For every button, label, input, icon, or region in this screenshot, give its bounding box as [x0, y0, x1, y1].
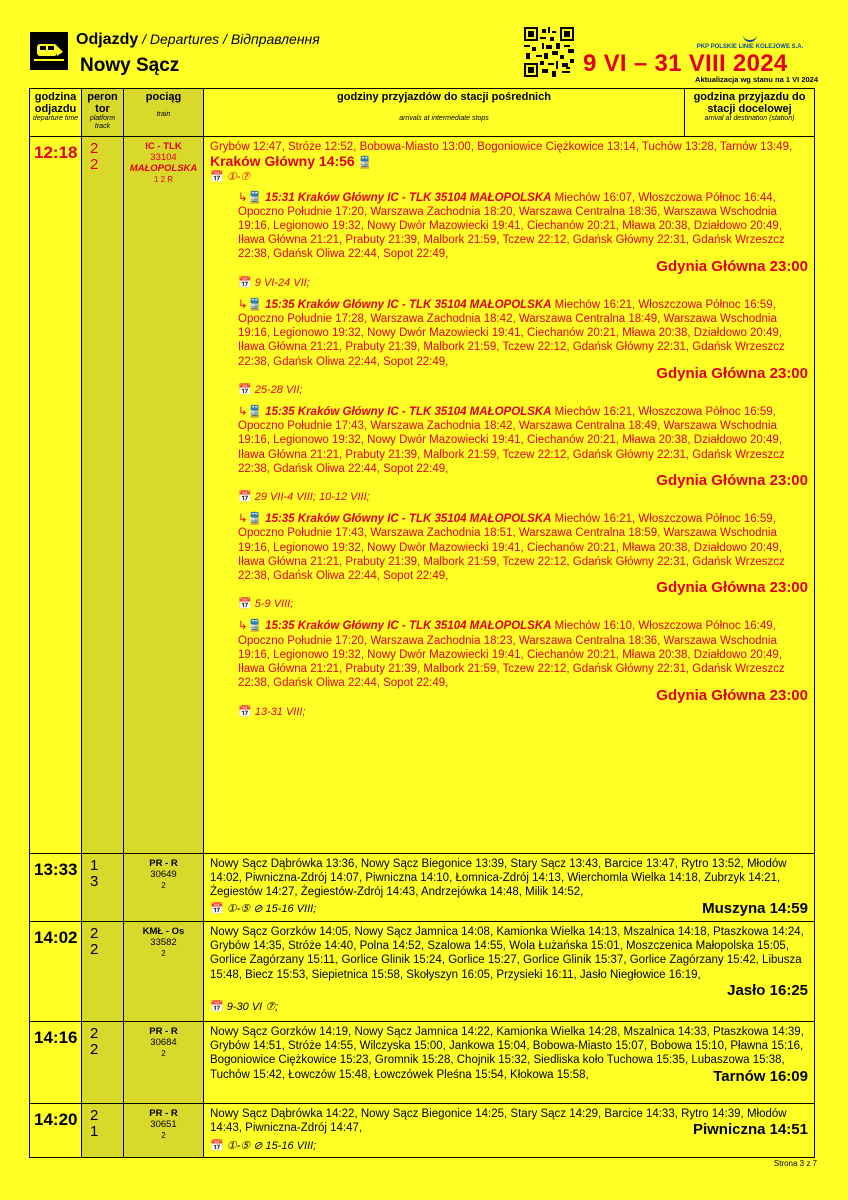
platform-track: 2 2	[82, 922, 124, 1022]
stops-cell: Nowy Sącz Dąbrówka 14:22, Nowy Sącz Biegonice 14:25, Stary Sącz 14:29, Barcice 14:33, Rytro 14:39, Młodów 14:43, Piwniczna-Zdrój 14:47, Piwniczna 14:51 📅 ①-⑤ ⊘ 15-16 VIII;	[204, 1104, 815, 1158]
stops-cell: Nowy Sącz Gorzków 14:19, Nowy Sącz Jamnica 14:22, Kamionka Wielka 14:28, Mszalnica 14:33, Ptaszkowa 14:39, Grybów 14:51, Stróże 14:55, Wilczyska 15:00, Jankowa 15:04, Bobowa-Miasto 15:07, Bobowa 15:10, Pławna 15:16, Bogoniowice Ciężkowice 15:23, Gromnik 15:28, Chojnik 15:32, Siedliska koło Tuchowa 15:35, Lubaszowa 15:38, Tuchów 15:42, Łowczów 15:48, Łowczówek Pleśna 15:54, Kłokowa 15:58, Tarnów 16:09	[204, 1022, 815, 1104]
train-logo-icon	[30, 32, 68, 70]
connection-icon: ↳🚆	[238, 298, 262, 311]
calendar: 📅 9-30 VI ⑦;	[210, 1000, 279, 1013]
calendar-icon: 📅	[238, 705, 252, 718]
platform-track: 2 2	[82, 1022, 124, 1104]
continuation: ↳🚆 15:31 Kraków Główny IC - TLK 35104 MAŁOPOLSKA Miechów 16:07, Włoszczowa Północ 16:44, Opoczno Południe 17:20, Warszawa Zachodnia 18:20, Warszawa Centralna 18:36, Warszawa Wschodnia 19:16, Legionowo 19:32, Nowy Dwór Mazowiecki 19:41, Ciechanów 20:21, Mława 20:38, Działdowo 20:49, Iława Główna 21:21, Prabuty 21:39, Malbork 21:59, Tczew 22:12, Gdańsk Główny 22:31, Gdańsk Wrzeszcz 22:38, Gdańsk Oliwa 22:44, Sopot 22:49, Gdynia Główna 23:00 📅 9 VI-24 VII;	[238, 191, 808, 289]
stops-cell: Nowy Sącz Gorzków 14:05, Nowy Sącz Jamnica 14:08, Kamionka Wielka 14:13, Mszalnica 14:18, Ptaszkowa 14:24, Grybów 14:35, Stróże 14:40, Polna 14:52, Szalowa 14:55, Wola Łużańska 15:01, Moszczenica Małopolska 15:05, Gorlice Zagórzany 15:11, Gorlice Glinik 15:24, Gorlice 15:27, Gorlice Glinik 15:37, Gorlice Zagórzany 15:42, Libusza 15:48, Biecz 15:53, Siepietnica 15:58, Skołyszyn 16:05, Przysieki 16:11, Jasło Niegłowice 16:19, Jasło 16:25 📅 9-30 VI ⑦;	[204, 922, 815, 1022]
validity-period: 9 VI – 31 VIII 2024	[583, 50, 788, 77]
departure-time: 14:16	[30, 1022, 82, 1104]
table-row	[30, 1104, 815, 1158]
update-note: Aktualizacja wg stanu na 1 VI 2024	[695, 75, 818, 84]
table-row	[30, 854, 815, 922]
col-platform: peron tor platform track	[82, 89, 124, 137]
train-info: PR - R 30651 2	[124, 1104, 204, 1158]
continuation: ↳🚆 15:35 Kraków Główny IC - TLK 35104 MAŁOPOLSKA Miechów 16:21, Włoszczowa Północ 16:59, Opoczno Południe 17:28, Warszawa Zachodnia 18:42, Warszawa Centralna 18:49, Warszawa Wschodnia 19:16, Legionowo 19:32, Nowy Dwór Mazowiecki 19:41, Ciechanów 20:21, Mława 20:38, Działdowo 20:49, Iława Główna 21:21, Prabuty 21:39, Malbork 21:59, Tczew 22:12, Gdańsk Główny 22:31, Gdańsk Wrzeszcz 22:38, Gdańsk Oliwa 22:44, Sopot 22:49, Gdynia Główna 23:00 📅 25-28 VII;	[238, 298, 808, 396]
train-info: IC - TLK 33104 MAŁOPOLSKA 1 2 R	[124, 137, 204, 854]
calendar: 📅 ①-⑤ ⊘ 15-16 VIII;	[210, 1140, 317, 1153]
continuation: ↳🚆 15:35 Kraków Główny IC - TLK 35104 MAŁOPOLSKA Miechów 16:21, Włoszczowa Północ 16:59, Opoczno Południe 17:43, Warszawa Zachodnia 18:51, Warszawa Centralna 18:59, Warszawa Wschodnia 19:16, Legionowo 19:32, Nowy Dwór Mazowiecki 19:41, Ciechanów 20:21, Mława 20:38, Działdowo 20:49, Iława Główna 21:21, Prabuty 21:39, Malbork 21:59, Tczew 22:12, Gdańsk Główny 22:31, Gdańsk Wrzeszcz 22:38, Gdańsk Oliwa 22:44, Sopot 22:49, Gdynia Główna 23:00 📅 5-9 VIII;	[238, 513, 808, 611]
train-info: PR - R 30649 2	[124, 854, 204, 922]
col-departure: godzina odjazdu departure time	[30, 89, 82, 137]
qr-code-icon	[524, 27, 574, 77]
calendar-icon: 📅	[238, 276, 252, 289]
platform-track: 2 2	[82, 137, 124, 854]
pkp-logo-icon	[743, 32, 757, 42]
page-title: Odjazdy / Departures / Відправлення	[76, 31, 320, 48]
stops-cell: Nowy Sącz Dąbrówka 13:36, Nowy Sącz Biegonice 13:39, Stary Sącz 13:43, Barcice 13:47, Rytro 13:52, Młodów 14:02, Piwniczna-Zdrój 14:07, Piwniczna 14:10, Łomnica-Zdrój 14:13, Wierchomla Wielka 14:18, Zubrzyk 14:21, Żegiestów 14:27, Żegiestów-Zdrój 14:43, Andrzejówka 14:48, Milik 14:52, 📅 ①-⑤ ⊘ 15-16 VIII; Muszyna 14:59	[204, 854, 815, 922]
departure-time: 13:33	[30, 854, 82, 922]
stops-cell: Grybów 12:47, Stróże 12:52, Bobowa-Miasto 13:00, Bogoniowice Ciężkowice 13:14, Tuchów 13:28, Tarnów 13:49, Kraków Główny 14:56 🚆 📅 ①-⑦ ↳🚆 15:31 Kraków Główny IC - TLK 35104 MAŁOPOLSKA Miechów 16:07, Włoszczowa Północ 16:44, Opoczno Południe 17:20, Warszawa Zachodnia 18:20, Warszawa Centralna 18:36, Warszawa Wschodnia 19:16, Legionowo 19:32, Nowy Dwór Mazowiecki 19:41, Ciechanów 20:21, Mława 20:38, Działdowo 20:49, Iława Główna 21:21, Prabuty 21:39, Malbork 21:59, Tczew 22:12, Gdańsk Główny 22:31, Gdańsk Wrzeszcz 22:38, Gdańsk Oliwa 22:44, Sopot 22:49, Gdynia Główna 23:00 📅 9 VI-24 VII; ↳🚆 15:35 Kraków Główny IC - TLK 35104 MAŁOPOLSKA Miechów 16:21, Włoszczowa Północ 16:59, Opoczno Południe 17:28, Warszawa Zachodnia 18:42, Warszawa Centralna 18:49, Warszawa Wschodnia 19:16, Legionowo 19:32, Nowy Dwór Mazowiecki 19:41, Ciechanów 20:21, Mława 20:38, Działdowo 20:49, Iława Główna 21:21, Prabuty 21:39, Malbork 21:59, Tczew 22:12, Gdańsk Główny 22:31, Gdańsk Wrzeszcz 22:38, Gdańsk Oliwa 22:44, Sopot 22:49, Gdynia Główna 23:00 📅 25-28 VII; ↳🚆 15:35 Kraków Główny IC - TLK 35104 MAŁOPOLSKA Miechów 16:21, Włoszczowa Północ 16:59, Opoczno Południe 17:43, Warszawa Zachodnia 18:42, Warszawa Centralna 18:49, Warszawa Wschodnia 19:16, Legionowo 19:32, Nowy Dwór Mazowiecki 19:41, Ciechanów 20:21, Mława 20:38, Działdowo 20:49, Iława Główna 21:21, Prabuty 21:39, Malbork 21:59, Tczew 22:12, Gdańsk Główny 22:31, Gdańsk Wrzeszcz 22:38, Gdańsk Oliwa 22:44, Sopot 22:49, Gdynia Główna 23:00 📅 29 VII-4 VIII; 10-12 VIII; ↳🚆 15:35 Kraków Główny IC - TLK 35104 MAŁOPOLSKA Miechów 16:21, Włoszczowa Północ 16:59, Opoczno Południe 17:43, Warszawa Zachodnia 18:51, Warszawa Centralna 18:59, Warszawa Wschodnia 19:16, Legionowo 19:32, Nowy Dwór Mazowiecki 19:41, Ciechanów 20:21, Mława 20:38, Działdowo 20:49, Iława Główna 21:21, Prabuty 21:39, Malbork 21:59, Tczew 22:12, Gdańsk Główny 22:31, Gdańsk Wrzeszcz 22:38, Gdańsk Oliwa 22:44, Sopot 22:49, Gdynia Główna 23:00 📅 5-9 VIII; ↳🚆 15:35 Kraków Główny IC - TLK 35104 MAŁOPOLSKA Miechów 16:10, Włoszczowa Północ 16:49, Opoczno Południe 17:20, Warszawa Zachodnia 18:23, Warszawa Centralna 18:36, Warszawa Wschodnia 19:16, Legionowo 19:32, Nowy Dwór Mazowiecki 19:41, Ciechanów 20:21, Mława 20:38, Działdowo 20:49, Iława Główna 21:21, Prabuty 21:39, Malbork 21:59, Tczew 22:12, Gdańsk Główny 22:31, Gdańsk Wrzeszcz 22:38, Gdańsk Oliwa 22:44, Sopot 22:49, Gdynia Główna 23:00 📅 13-31 VIII;	[204, 137, 815, 854]
calendar-icon: 📅	[238, 598, 252, 611]
platform-track: 2 1	[82, 1104, 124, 1158]
table-row	[30, 922, 815, 1022]
station-name: Nowy Sącz	[80, 55, 180, 76]
calendar-icon: 📅	[238, 383, 252, 396]
departure-time: 14:02	[30, 922, 82, 1022]
operator-logo: PKP POLSKIE LINIE KOLEJOWE S.A.	[680, 32, 820, 50]
calendar: 📅 ①-⑦	[210, 171, 251, 184]
train-info: KMŁ - Os 33582 2	[124, 922, 204, 1022]
train-info: PR - R 30684 2	[124, 1022, 204, 1104]
table-row	[30, 137, 815, 854]
calendar-icon: 📅	[210, 171, 224, 184]
connection-icon: ↳🚆	[238, 191, 262, 204]
col-stops: godziny przyjazdów do stacji pośrednich arrivals at intermediate stops	[204, 89, 685, 137]
continuation: ↳🚆 15:35 Kraków Główny IC - TLK 35104 MAŁOPOLSKA Miechów 16:21, Włoszczowa Północ 16:59, Opoczno Południe 17:43, Warszawa Zachodnia 18:42, Warszawa Centralna 18:49, Warszawa Wschodnia 19:16, Legionowo 19:32, Nowy Dwór Mazowiecki 19:41, Ciechanów 20:21, Mława 20:38, Działdowo 20:49, Iława Główna 21:21, Prabuty 21:39, Malbork 21:59, Tczew 22:12, Gdańsk Główny 22:31, Gdańsk Wrzeszcz 22:38, Gdańsk Oliwa 22:44, Sopot 22:49, Gdynia Główna 23:00 📅 29 VII-4 VIII; 10-12 VIII;	[238, 406, 808, 504]
table-row	[30, 1022, 815, 1104]
calendar-icon: 📅	[210, 1140, 224, 1153]
col-destination: godzina przyjazdu do stacji docelowej arrival at destination (station)	[685, 89, 815, 137]
calendar-icon: 📅	[238, 491, 252, 504]
platform-track: 1 3	[82, 854, 124, 922]
departures-table	[29, 88, 815, 1158]
continuation: ↳🚆 15:35 Kraków Główny IC - TLK 35104 MAŁOPOLSKA Miechów 16:10, Włoszczowa Północ 16:49, Opoczno Południe 17:20, Warszawa Zachodnia 18:23, Warszawa Centralna 18:36, Warszawa Wschodnia 19:16, Legionowo 19:32, Nowy Dwór Mazowiecki 19:41, Ciechanów 20:21, Mława 20:38, Działdowo 20:49, Iława Główna 21:21, Prabuty 21:39, Malbork 21:59, Tczew 22:12, Gdańsk Główny 22:31, Gdańsk Wrzeszcz 22:38, Gdańsk Oliwa 22:44, Sopot 22:49, Gdynia Główna 23:00 📅 13-31 VIII;	[238, 620, 808, 718]
departure-time: 12:18	[30, 137, 82, 854]
table-header-row	[30, 89, 815, 137]
page-number: Strona 3 z 7	[773, 1159, 817, 1168]
connection-icon: ↳🚆	[238, 513, 262, 526]
connection-icon: ↳🚆	[238, 620, 262, 633]
calendar-icon: 📅	[210, 902, 224, 915]
calendar-icon: 📅	[210, 1000, 224, 1013]
train-symbol-icon: 🚆	[357, 157, 373, 170]
col-train: pociąg train	[124, 89, 204, 137]
departure-time: 14:20	[30, 1104, 82, 1158]
connection-icon: ↳🚆	[238, 406, 262, 419]
